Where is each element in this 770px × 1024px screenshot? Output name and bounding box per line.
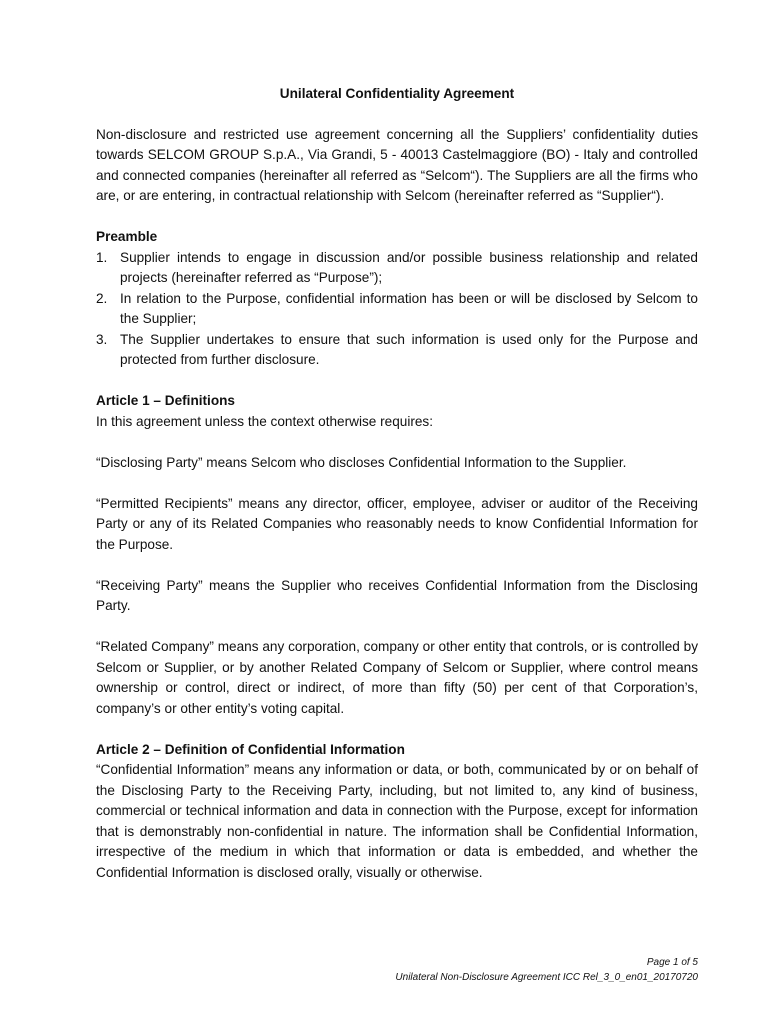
- preamble-item: [96, 330, 698, 371]
- document-reference: Unilateral Non-Disclosure Agreement ICC Rel_3_0_en01_20170720: [395, 972, 698, 983]
- preamble-item-text: In relation to the Purpose, confidential information has been or will be disclosed by Selcom to the Supplier;: [120, 290, 698, 326]
- article2-heading: Article 2 – Definition of Confidential Information: [96, 741, 405, 757]
- article2-text: “Confidential Information” means any information or data, or both, communicated by or on behalf of the Disclosing Party to the Receiving Party, including, but not limited to, any kind of business, commercial or technical information and data in connection with the Purpose, except for information that is demonstrably non-confidential in nature. The information shall be Confidential Information, irrespective of the medium in which that information or data is embedded, and whether the Confidential Information is disclosed orally, visually or otherwise.: [96, 762, 698, 880]
- page-footer: [395, 955, 698, 985]
- document-page: [96, 84, 698, 883]
- preamble-heading: Preamble: [96, 229, 158, 244]
- definition-receiving-party: “Receiving Party” means the Supplier who receives Confidential Information from the Disclosing Party.: [96, 577, 698, 613]
- preamble-item-text: The Supplier undertakes to ensure that such information is used only for the Purpose and protected from further disclosure.: [120, 331, 698, 367]
- preamble-item: [96, 248, 698, 289]
- preamble-item-number: 2.: [96, 290, 108, 306]
- preamble-item-number: 3.: [96, 331, 108, 347]
- definition-related-company: “Related Company” means any corporation, company or other entity that controls, or is controlled by Selcom or Supplier, or by another Related Company of Selcom or Supplier, where control means ownership or control, direct or indirect, of more than fifty (50) per cent of that Corporation’s, company’s or other entity’s voting capital.: [96, 639, 698, 716]
- intro-paragraph: Non-disclosure and restricted use agreement concerning all the Suppliers’ confidentiality duties towards SELCOM GROUP S.p.A., Via Grandi, 5 - 40013 Castelmaggiore (BO) - Italy and controlled and connected companies (hereinafter all referred as “Selcom“). The Suppliers are all the firms who are, or are entering, in contractual relationship with Selcom (hereinafter referred as “Supplier“).: [96, 126, 698, 203]
- article1-heading: Article 1 – Definitions: [96, 393, 235, 408]
- page-number: Page 1 of 5: [646, 957, 698, 968]
- preamble-item-number: 1.: [96, 249, 108, 265]
- preamble-item: [96, 289, 698, 330]
- preamble-list: [96, 248, 698, 371]
- definition-permitted-recipients: “Permitted Recipients” means any director, officer, employee, adviser or auditor of the Receiving Party or any of its Related Companies who reasonably needs to know Confidential Information for the Purpose.: [96, 495, 698, 552]
- article1-lead: In this agreement unless the context otherwise requires:: [96, 413, 434, 429]
- definition-disclosing-party: “Disclosing Party” means Selcom who discloses Confidential Information to the Supplier.: [96, 454, 627, 470]
- preamble-item-text: Supplier intends to engage in discussion and/or possible business relationship and related projects (hereinafter referred as “Purpose”);: [120, 249, 698, 285]
- document-title: Unilateral Confidentiality Agreement: [279, 86, 515, 101]
